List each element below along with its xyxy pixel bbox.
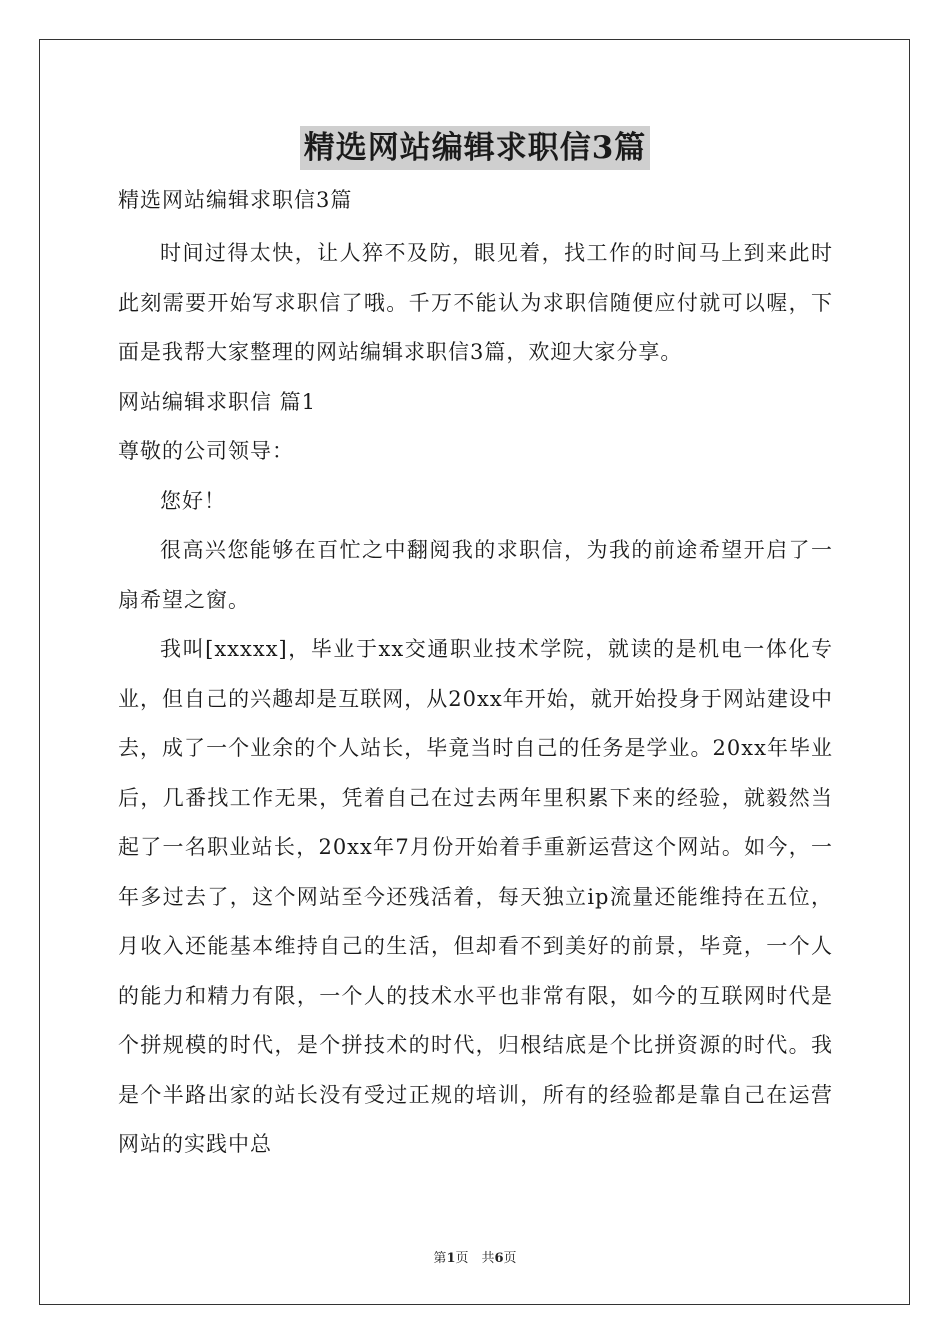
document-title: 精选网站编辑求职信3篇: [300, 126, 651, 170]
footer-page-total: 6: [494, 1251, 504, 1266]
paragraph-intro: 时间过得太快，让人猝不及防，眼见着，找工作的时间马上到来此时此刻需要开始写求职信了哦。千万不能认为求职信随便应付就可以喔，下面是我帮大家整理的网站编辑求职信3篇，欢迎大家分享。: [118, 241, 833, 364]
document-body: [118, 229, 833, 1170]
footer-page-suffix: 页: [503, 1251, 517, 1266]
page-footer: [0, 1247, 950, 1266]
footer-page-current: 1: [446, 1251, 456, 1266]
paragraph-section-heading: 网站编辑求职信 篇1: [118, 389, 317, 414]
paragraph-greeting: 您好！: [160, 488, 226, 513]
paragraph-thanks: 很高兴您能够在百忙之中翻阅我的求职信，为我的前途希望开启了一扇希望之窗。: [118, 538, 833, 612]
document-subtitle: 精选网站编辑求职信3篇: [118, 188, 353, 212]
footer-page-prefix: 第: [433, 1251, 447, 1266]
footer-page-mid: 页 共: [455, 1251, 495, 1266]
title-container: [0, 126, 950, 170]
paragraph-self-intro: 我叫[xxxxx]，毕业于xx交通职业技术学院，就读的是机电一体化专业，但自己的兴趣却是互联网，从20xx年开始，就开始投身于网站建设中去，成了一个业余的个人站长，毕竟当时自己的任务是学业。20xx年毕业后，几番找工作无果，凭着自己在过去两年里积累下来的经验，就毅然当起了一名职业站长，20xx年7月份开始着手重新运营这个网站。如今，一年多过去了，这个网站至今还残活着，每天独立ip流量还能维持在五位，月收入还能基本维持自己的生活，但却看不到美好的前景，毕竟，一个人的能力和精力有限，一个人的技术水平也非常有限，如今的互联网时代是个拼规模的时代，是个拼技术的时代，归根结底是个比拼资源的时代。我是个半路出家的站长没有受过正规的培训，所有的经验都是靠自己在运营网站的实践中总: [118, 637, 833, 1156]
paragraph-salutation: 尊敬的公司领导：: [118, 439, 294, 463]
